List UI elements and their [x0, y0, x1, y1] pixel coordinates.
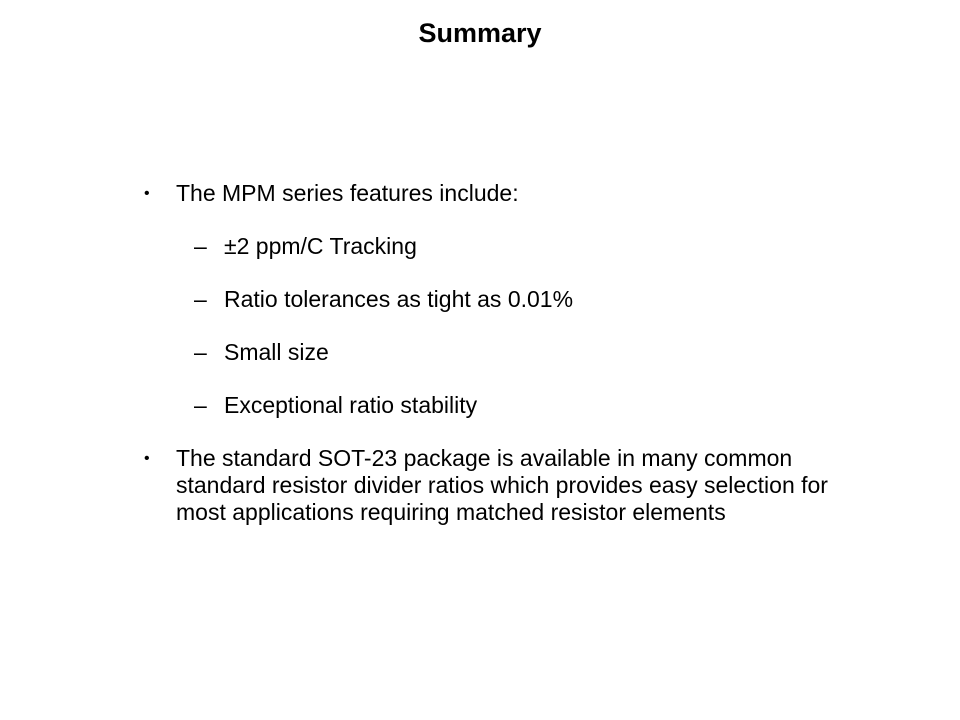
- bullet-text: The MPM series features include:: [176, 180, 519, 206]
- sub-bullet-item: [176, 233, 860, 260]
- sub-bullet-list: [176, 233, 860, 419]
- dash-marker: –: [194, 339, 207, 365]
- sub-bullet-text: Small size: [224, 339, 329, 365]
- dash-marker: –: [194, 233, 207, 259]
- dash-marker: –: [194, 392, 207, 418]
- sub-bullet-text: Ratio tolerances as tight as 0.01%: [224, 286, 574, 312]
- sub-bullet-item: [176, 339, 860, 366]
- sub-bullet-item: [176, 392, 860, 419]
- dash-marker: –: [194, 286, 207, 312]
- bullet-marker: •: [144, 450, 150, 467]
- bullet-text: The standard SOT-23 package is available in many common standard resistor divider ratios which provides easy selection for most applications requiring matched resistor elements: [176, 445, 828, 525]
- slide-title: Summary: [418, 18, 542, 48]
- bullet-item: [140, 180, 860, 419]
- bullet-item: [140, 445, 860, 526]
- bullet-list: [140, 180, 860, 552]
- sub-bullet-item: [176, 286, 860, 313]
- bullet-marker: •: [144, 185, 150, 202]
- sub-bullet-text: Exceptional ratio stability: [224, 392, 478, 418]
- sub-bullet-text: ±2 ppm/C Tracking: [224, 233, 417, 259]
